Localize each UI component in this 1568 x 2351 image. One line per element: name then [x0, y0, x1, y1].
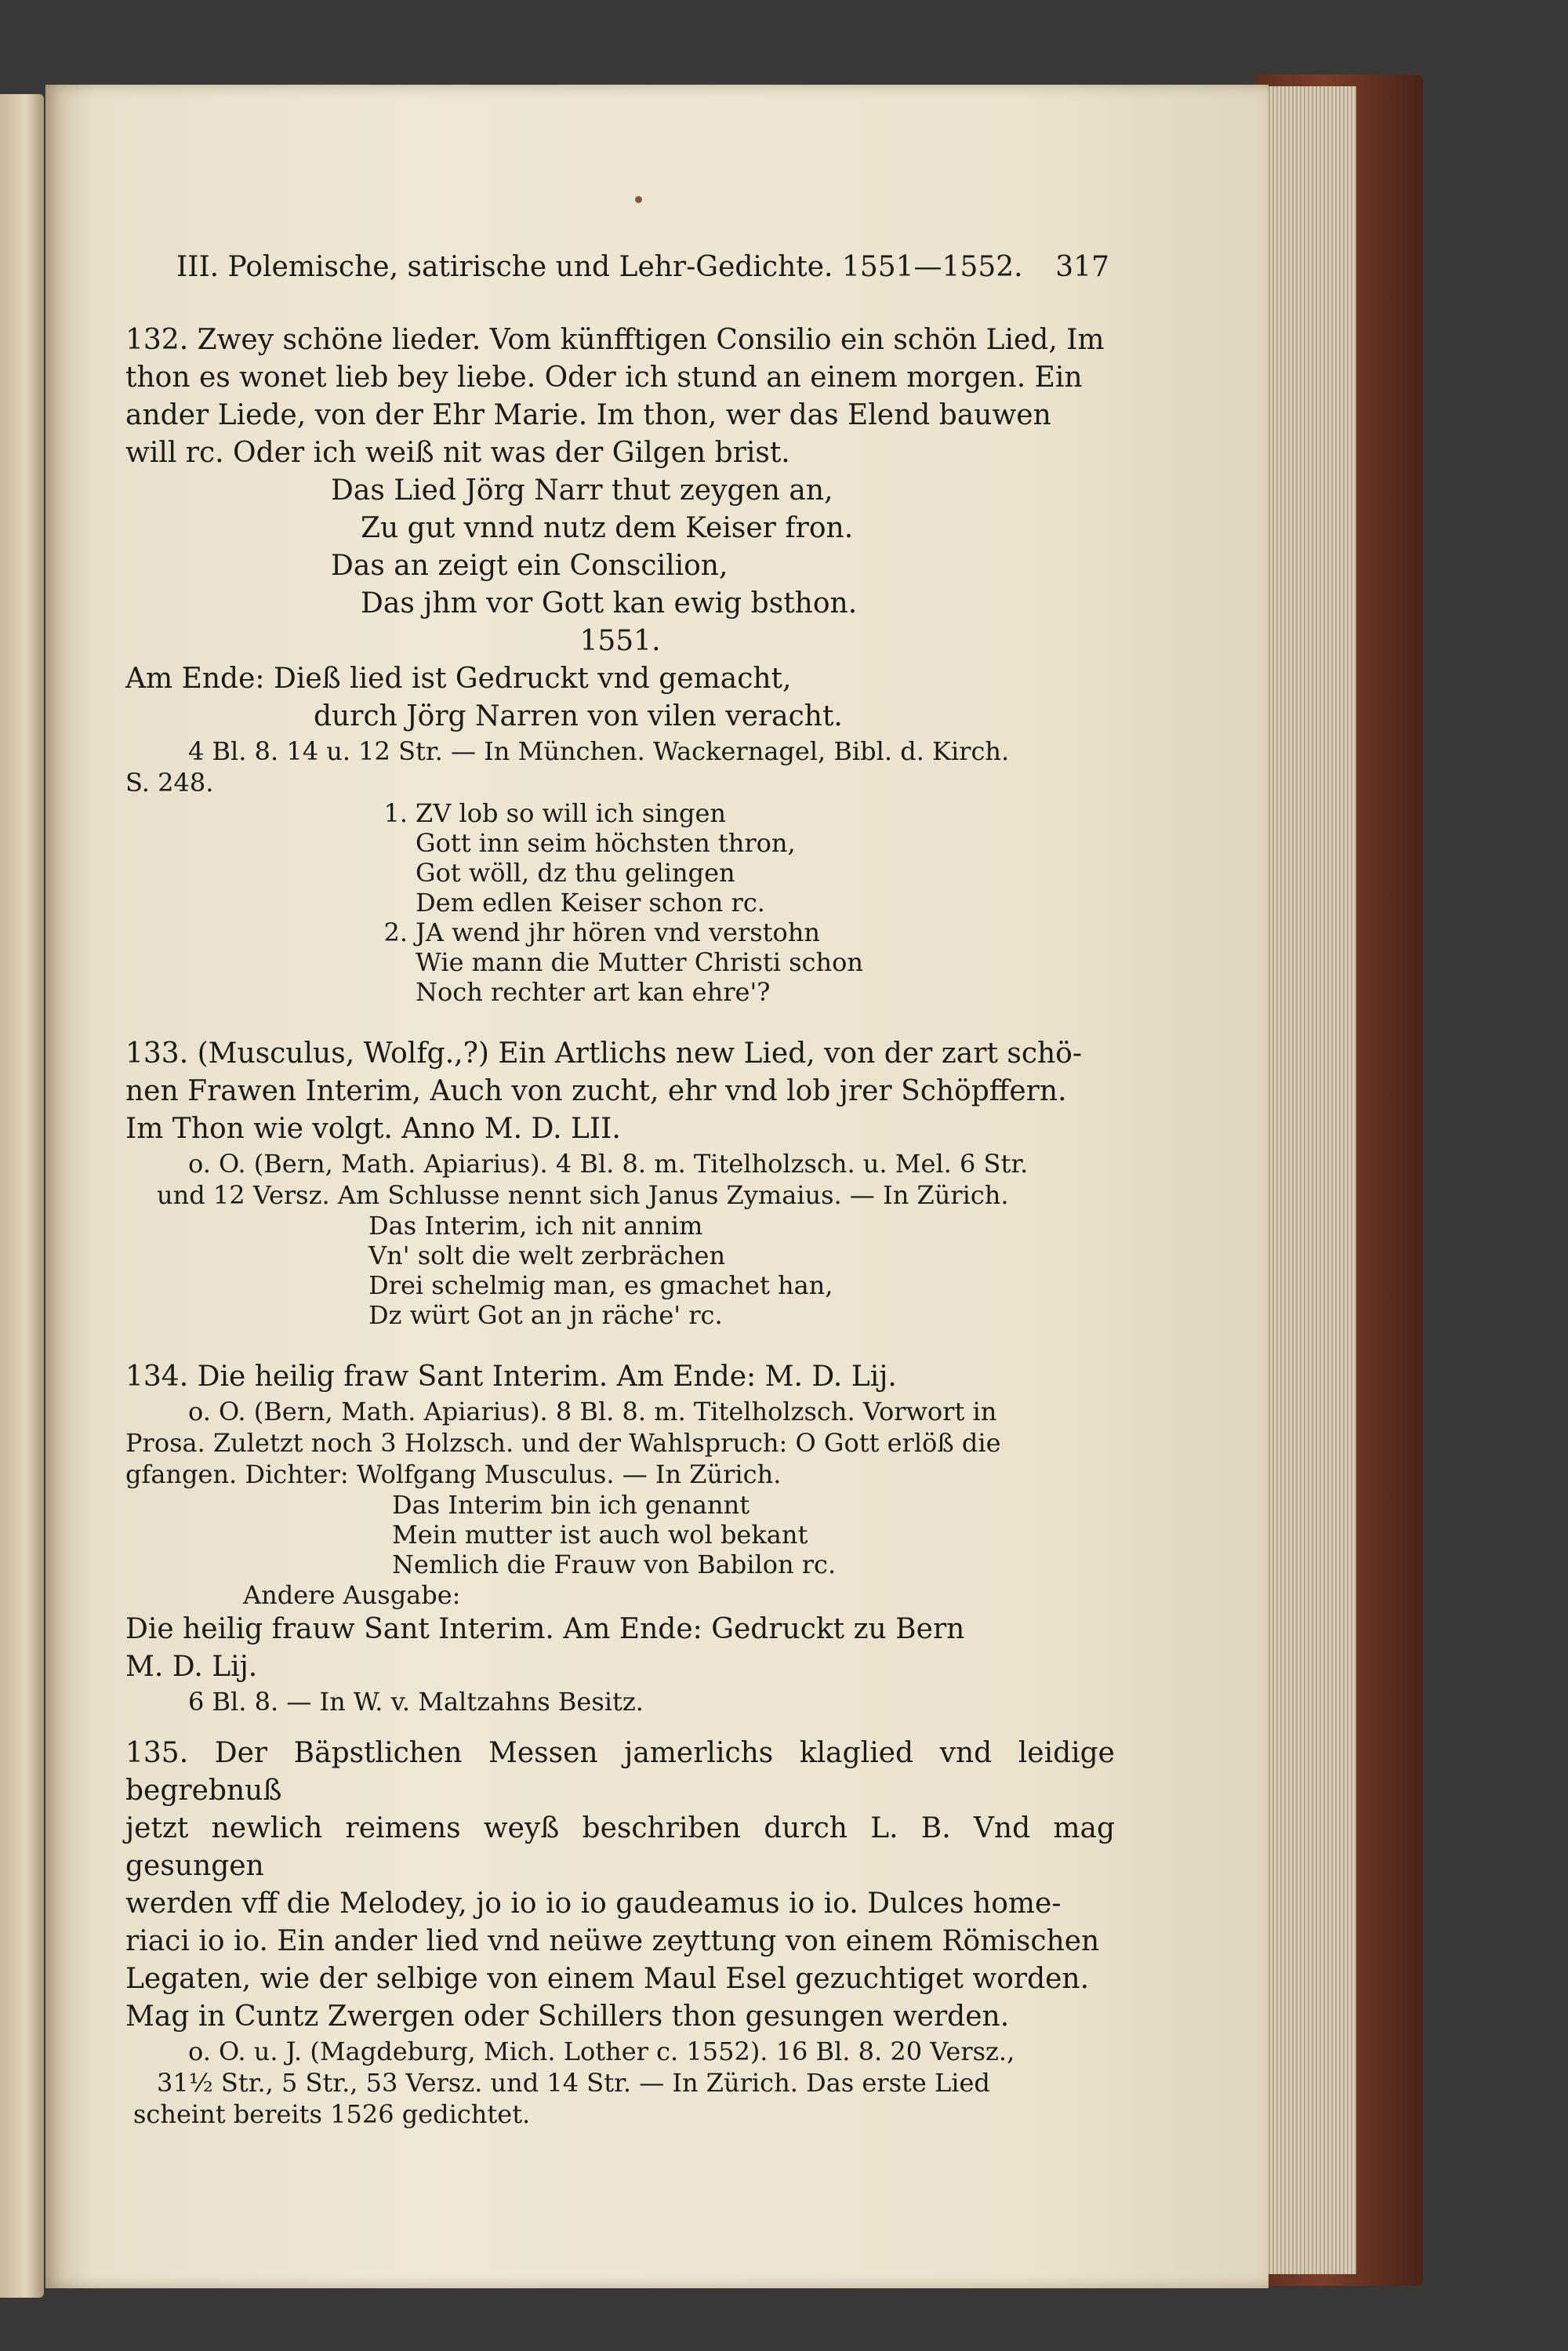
entry-line: nen Frawen Interim, Auch von zucht, ehr vnd lob jrer Schöpffern.	[125, 1075, 1067, 1107]
year-line: 1551.	[579, 625, 661, 657]
ende-line: durch Jörg Narren von vilen veracht.	[314, 700, 843, 732]
poem-line: Drei schelmig man, es gmachet han,	[368, 1270, 833, 1300]
biblio-line: S. 248.	[125, 768, 214, 798]
entry-line: thon es wonet lieb bey liebe. Oder ich stund an einem morgen. Ein	[125, 362, 1083, 394]
verse-line: Zu gut vnnd nutz dem Keiser fron.	[361, 512, 854, 544]
poem-line: Gott inn seim höchsten thron,	[416, 828, 796, 858]
poem-line: Das Interim bin ich genannt	[392, 1490, 750, 1520]
page-body	[125, 322, 1115, 2130]
biblio-line: und 12 Versz. Am Schlusse nennt sich Janus Zymaius. — In Zürich.	[157, 1180, 1009, 1210]
bibliography	[125, 1396, 1115, 1490]
poem-line: Mein mutter ist auch wol bekant	[392, 1520, 808, 1550]
poem-line: Got wöll, dz thu gelingen	[416, 858, 735, 888]
biblio-line: 4 Bl. 8. 14 u. 12 Str. — In München. Wackernagel, Bibl. d. Kirch.	[188, 736, 1010, 766]
poem-line	[125, 798, 1115, 828]
page-number: 317	[1055, 251, 1109, 283]
poem-line: Nemlich die Frauw von Babilon rc.	[392, 1550, 837, 1579]
header-title: III. Polemische, satirische und Lehr-Gedichte. 1551—1552.	[176, 251, 1023, 283]
entry-line: will rc. Oder ich weiß nit was der Gilgen brist.	[125, 437, 790, 469]
biblio-line: 31½ Str., 5 Str., 53 Versz. und 14 Str. — In Zürich. Das erste Lied	[157, 2068, 990, 2098]
poem-text: JA wend jhr hören vnd verstohn	[416, 918, 821, 947]
ende-line: Am Ende: Dieß lied ist Gedruckt vnd gemacht,	[125, 663, 792, 695]
page-edges	[1254, 86, 1356, 2274]
entry-line: jetzt newlich reimens weyß beschriben durch L. B. Vnd mag gesungen	[125, 1812, 1115, 1882]
entry-line: 132. Zwey schöne lieder. Vom künfftigen Consilio ein schön Lied, Im	[125, 324, 1105, 356]
poem-excerpt	[125, 1211, 1115, 1330]
poem-line: Dz würt Got an jn räche' rc.	[368, 1300, 723, 1330]
poem-line: Noch rechter art kan ehre'?	[416, 977, 771, 1007]
bibliography	[125, 2036, 1115, 2130]
entry-line: Im Thon wie volgt. Anno M. D. LII.	[125, 1113, 621, 1145]
entry-133	[125, 1035, 1115, 1330]
biblio-line: gfangen. Dichter: Wolfgang Musculus. — In Zürich.	[125, 1459, 782, 1489]
entry-line: Legaten, wie der selbige von einem Maul Esel gezuchtiget worden.	[125, 1963, 1090, 1995]
poem-line: Wie mann die Mutter Christi schon	[416, 947, 863, 977]
biblio-line: o. O. u. J. (Magdeburg, Mich. Lother c. 1552). 16 Bl. 8. 20 Versz.,	[188, 2037, 1015, 2066]
entry-135	[125, 1735, 1115, 2130]
verse-number: 2.	[383, 918, 408, 947]
entry-line: 133. (Musculus, Wolfg.,?) Ein Artlichs new Lied, von der zart schö-	[125, 1037, 1083, 1070]
entry-134	[125, 1358, 1115, 1717]
biblio-line: o. O. (Bern, Math. Apiarius). 8 Bl. 8. m. Titelholzsch. Vorwort in	[188, 1397, 997, 1426]
entry-line: Mag in Cuntz Zwergen oder Schillers thon gesungen werden.	[125, 2000, 1010, 2033]
entry-line: werden vff die Melodey, jo io io io gaudeamus io io. Dulces home-	[125, 1888, 1062, 1920]
verse-line: Das jhm vor Gott kan ewig bsthon.	[361, 587, 858, 620]
biblio-line: Prosa. Zuletzt noch 3 Holzsch. und der Wahlspruch: O Gott erlöß die	[125, 1428, 1001, 1458]
poem-line	[125, 918, 1115, 947]
other-edition-line: M. D. Lij.	[125, 1651, 258, 1683]
ink-dot	[635, 196, 642, 203]
other-edition-line: Die heilig frauw Sant Interim. Am Ende: Gedruckt zu Bern	[125, 1613, 965, 1645]
poem-text: ZV lob so will ich singen	[416, 798, 727, 828]
entry-line: 134. Die heilig fraw Sant Interim. Am Ende: M. D. Lij.	[125, 1361, 897, 1393]
other-edition-label: Andere Ausgabe:	[243, 1580, 461, 1610]
left-page-edge	[0, 94, 44, 2298]
verse-line: Das an zeigt ein Conscilion,	[331, 550, 728, 582]
poem-line: Vn' solt die welt zerbrächen	[368, 1241, 726, 1270]
verse-number: 1.	[383, 798, 408, 828]
verse-line: Das Lied Jörg Narr thut zeygen an,	[331, 474, 833, 507]
running-header	[176, 251, 1109, 283]
other-edition-biblio: 6 Bl. 8. — In W. v. Maltzahns Besitz.	[188, 1687, 644, 1717]
entry-132	[125, 322, 1115, 1007]
poem-excerpt	[125, 1490, 1115, 1579]
entry-line: 135. Der Bäpstlichen Messen jamerlichs klaglied vnd leidige begrebnuß	[125, 1737, 1115, 1807]
entry-line: riaci io io. Ein ander lied vnd neüwe zeyttung von einem Römischen	[125, 1925, 1100, 1957]
bibliography	[125, 1148, 1115, 1211]
bibliography	[125, 736, 1115, 798]
poem-line: Dem edlen Keiser schon rc.	[416, 888, 765, 918]
poem-line: Das Interim, ich nit annim	[368, 1211, 703, 1241]
biblio-line: scheint bereits 1526 gedichtet.	[133, 2099, 531, 2129]
entry-line: ander Liede, von der Ehr Marie. Im thon, wer das Elend bauwen	[125, 399, 1051, 431]
poem-excerpt	[125, 798, 1115, 1007]
biblio-line: o. O. (Bern, Math. Apiarius). 4 Bl. 8. m. Titelholzsch. u. Mel. 6 Str.	[188, 1149, 1029, 1179]
